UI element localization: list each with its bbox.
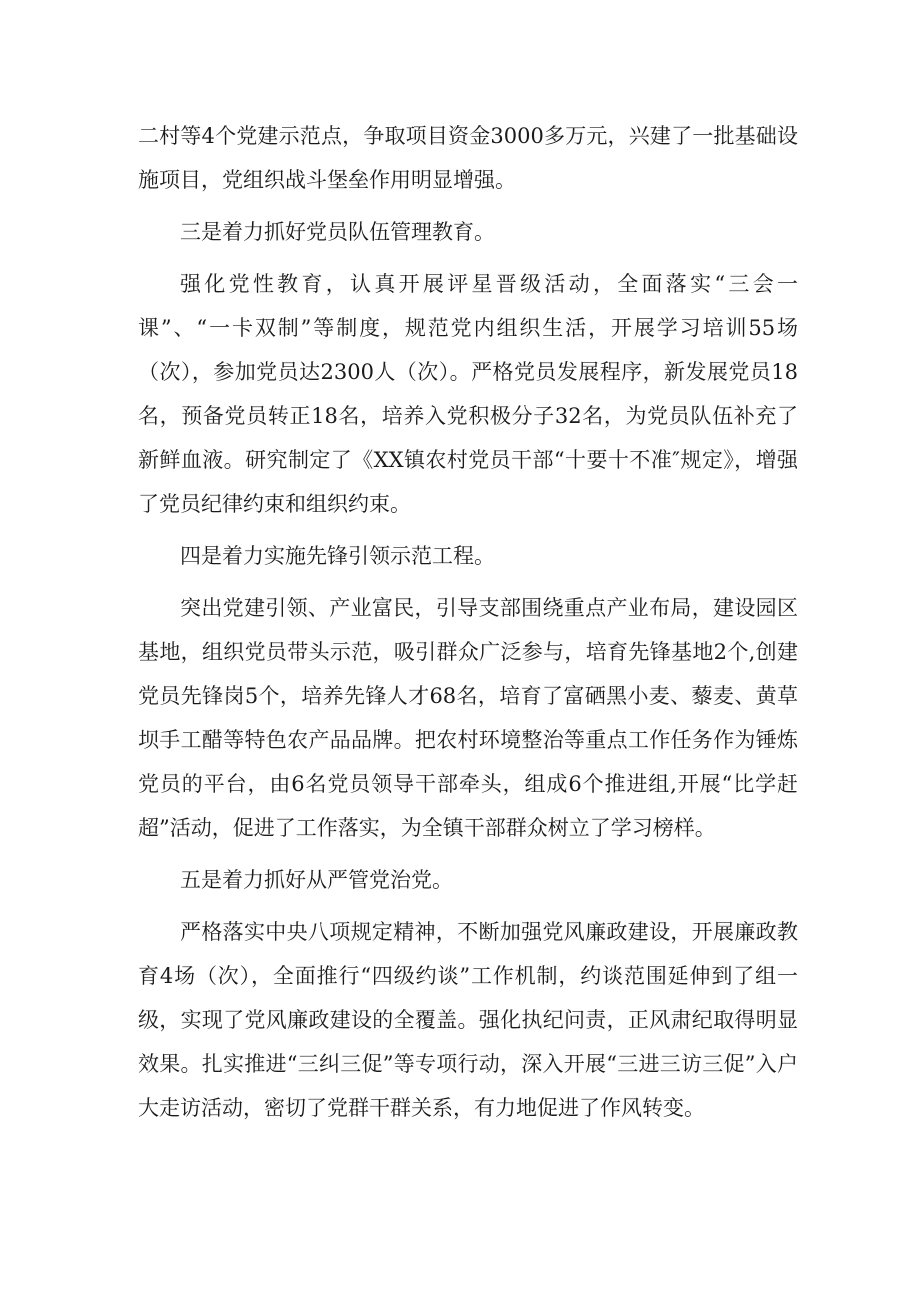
section-heading-three: 三是着力抓好党员队伍管理教育。 bbox=[180, 220, 495, 244]
paragraph-pioneer-project: 突出党建引领、产业富民，引导支部围绕重点产业布局，建设园区基地，组织党员带头示范，吸引群众广泛参与，培育先锋基地2个,创建党员先锋岗5个，培养先锋人才68名，培育了富硒黑小麦、藜麦、黄草坝手工醋等特色农产品品牌。把农村环境整治等重点工作任务作为锤炼党员的平台，由6名党员领导干部牵头，组成6个推进组,开展“比学赶超”活动，促进了工作落实，为全镇干部群众树立了学习榜样。 bbox=[138, 596, 798, 840]
paragraph-strict-governance: 严格落实中央八项规定精神，不断加强党风廉政建设，开展廉政教育4场（次），全面推行“四级约谈”工作机制，约谈范围延伸到了组一级，实现了党风廉政建设的全覆盖。强化执纪问责，正风肃纪取得明显效果。扎实推进“三纠三促”等专项行动，深入开展“三进三访三促”入户大走访活动，密切了党群干群关系，有力地促进了作风转变。 bbox=[138, 920, 798, 1120]
paragraph-continuation: 二村等4个党建示范点，争取项目资金3000多万元，兴建了一批基础设施项目，党组织战斗堡垒作用明显增强。 bbox=[138, 124, 798, 192]
document-body bbox=[138, 114, 798, 1138]
section-heading-five: 五是着力抓好从严管党治党。 bbox=[180, 868, 453, 892]
paragraph-party-education: 强化党性教育，认真开展评星晋级活动，全面落实“三会一课”、“一卡双制”等制度，规范党内组织生活，开展学习培训55场（次），参加党员达2300人（次）。严格党员发展程序，新发展党员18名，预备党员转正18名，培养入党积极分子32名，为党员队伍补充了新鲜血液。研究制定了《XX镇农村党员干部“十要十不准″规定》，增强了党员纪律约束和组织约束。 bbox=[138, 272, 798, 516]
section-heading-four: 四是着力实施先锋引领示范工程。 bbox=[180, 544, 495, 568]
